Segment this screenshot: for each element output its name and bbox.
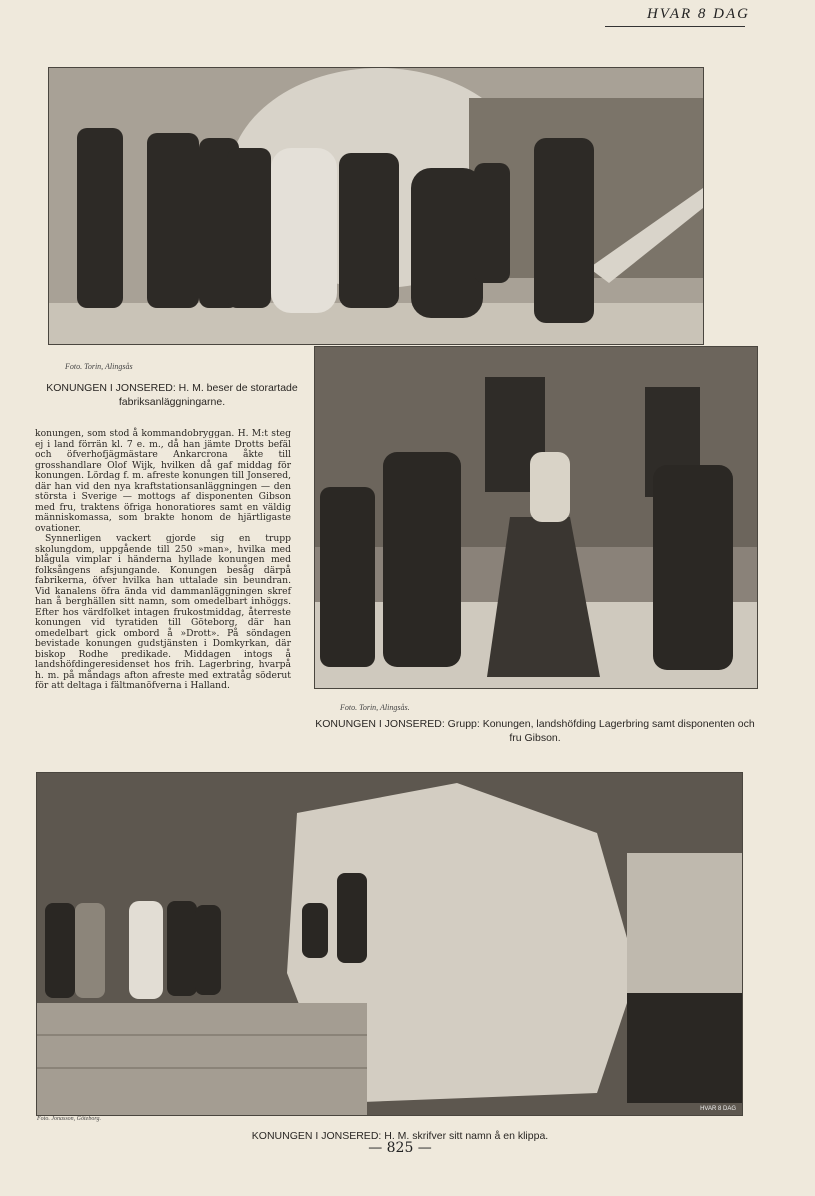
photo1-caption: KONUNGEN I JONSERED: H. M. beser de storartade fabriksanläggningarne.	[46, 382, 298, 408]
photo1-credit: Foto. Torin, Alingsås	[65, 362, 133, 371]
photo2-caption: KONUNGEN I JONSERED: Grupp: Konungen, landshöfding Lagerbring samt disponenten och fru Gibson.	[315, 718, 755, 744]
photo-king-inspecting	[48, 67, 704, 345]
body-paragraph-2: Synnerligen vackert gjorde sig en trupp skolungdom, uppgående till 250 »man», hvilka med blågula vimplar i händerna hyllade konungen med folksångens afsjungande. Konungen besåg därpå fabrikerna, öfver hvilka han uttalade sin beundran. Vid kanalens öfra ända vid dammanläggningen skref han å berghällen sitt namn, som omedelbart inhöggs. Efter hos värdfolket intagen frukostmiddag, återreste konungen vid tyratiden till Göteborg, där han omedelbart gick ombord å »Drott». På söndagen bevistade konungen gudstjänsten i Domkyrkan, där biskop Rodhe predikade. Middagen intogs å landshöfdingeresidenset hos frih. Lagerbring, hvarpå h. m. på måndags afton afreste med extratåg söderut för att deltaga i fältmanöfverna i Halland.	[35, 533, 291, 691]
photo3-caption: KONUNGEN I JONSERED: H. M. skrifver sitt namn å en klippa.	[251, 1130, 549, 1142]
photo-group-portrait	[314, 346, 758, 689]
photo2-credit: Foto. Torin, Alingsås.	[340, 703, 410, 712]
photo-rock-signing	[36, 772, 743, 1116]
page-header-title: HVAR 8 DAG	[646, 6, 750, 22]
article-body	[35, 429, 291, 692]
photo3-credit: Foto. Jonasson, Göteborg.	[37, 1116, 101, 1122]
photo3-watermark: HVAR 8 DAG	[700, 1106, 736, 1112]
header-rule	[605, 26, 745, 27]
body-paragraph-1: konungen, som stod å kommandobryggan. H. M:t steg ej i land förrän kl. 7 e. m., då han jämte Drotts befäl och öfverhofjägmästare Ankarcrona åkte till grosshandlare Olof Wijk, hvilken då gaf middag för konungen. Lördag f. m. afreste konungen till Jonsered, där han vid den nya kraftstationsanläggningen — den största i Sverige — mottogs af disponenten Gibson med fru, traktens öfriga honoratiores samt en väldig människomassa, som brakte honom de hjärtligaste ovationer.	[35, 428, 291, 534]
page-number: — 825 —	[368, 1140, 432, 1156]
